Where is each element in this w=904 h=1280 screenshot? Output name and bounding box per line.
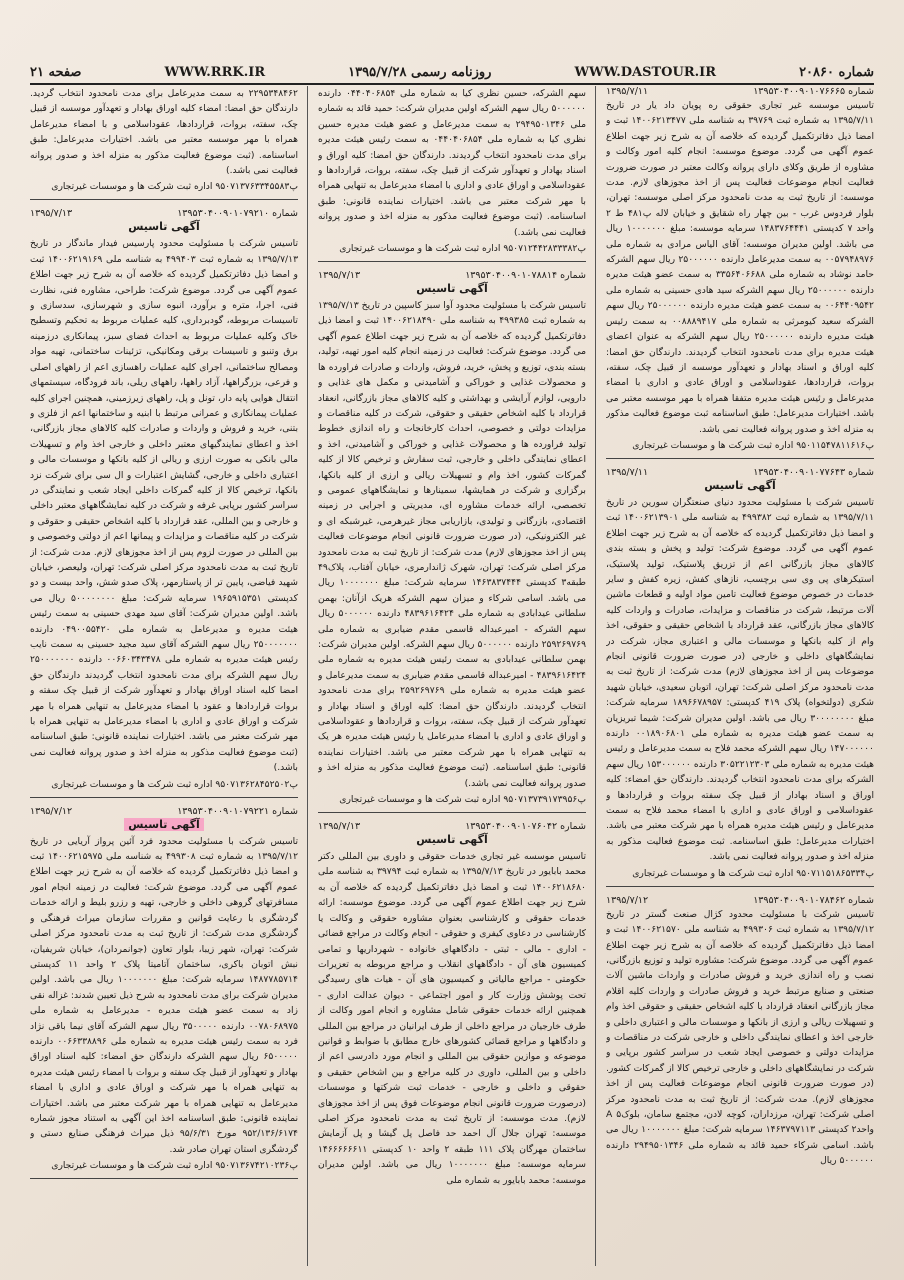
newspaper-title: روزنامه رسمی ۱۳۹۵/۷/۲۸: [348, 65, 492, 80]
notice-header: [606, 467, 874, 478]
notice-body: تاسیس شرکت با مسئولیت محدود فرد آئین پرواز آریایی در تاریخ ۱۳۹۵/۷/۱۲ به شماره ثبت ۴۹۹۳۰۸ به شناسه ملی ۱۴۰۰۶۲۱۵۹۷۵ ثبت و امضا ذیل دفاترتکمیل گردیده که خلاصه آن به شرح زیر جهت اطلاع عموم آگهی می گردد. موضوع شرکت: فعالیت در زمینه انجام امور مسافرتهای گروهی داخلی و خارجی، تهیه و رزرو بلیط و ارائه خدمات گردشگری با رعایت قوانین و مقررات سازمان میراث فرهنگی و گردشگری مدت شرکت: از تاریخ ثبت به مدت نامحدود مرکز اصلی شرکت: تهران، شهر زیبا، بلوار تعاون (جوانمردان)، خیابان شریفیان، نبش اتوبان باکری، ساختمان آتامیتا پلاک ۲ واحد ۱۱ کدپستی ۱۴۸۷۷۸۵۷۱۴ سرمایه شرکت: مبلغ ۱۰۰۰۰۰۰۰ ریال می باشد. اولین مدیران شرکت برای مدت نامحدود به شرح ذیل تعیین شدند: غزاله نقی زاد به سمت عضو هیئت مدیره - مدیرعامل به شماره ملی ۰۰۷۸۰۶۸۹۷۵ دارنده ۳۵۰۰۰۰۰ ریال سهم الشرکه آقای نیما باقی نژاد فرد به سمت رئیس هیئت مدیره به شماره ملی ۰۰۶۶۳۳۸۸۹۶ دارنده ۶۵۰۰۰۰۰ ریال سهم الشرکه دارندگان حق امضاء: کلیه اسناد اوراق بهادار و تعهدآور از قبیل چک سفته و بروات با امضاء رئیس هیئت مدیره به تنهایی همراه با مهر شرکت و اوراق عادی و اداری با امضاء مدیرعامل به تنهایی همراه با مهر شرکت معتبر می باشد. اختیارات نماینده قانونی: طبق اساسنامه اخذ این آگهی به استناد مجوز شماره ۹۵۲/۱۳۶/۶۱۷۴ مورخ ۹۵/۶/۳۱ ذیل میراث فرهنگی صنایع دستی و گردشگری استان تهران صادر شد.: [30, 835, 298, 1155]
notice-title: آگهی تاسیس: [416, 282, 488, 296]
notice-date: ۱۳۹۵/۷/۱۳: [318, 821, 361, 833]
notice-number: شماره ۱۳۹۵۳۰۴۰۰۹۰۱۰۷۹۲۲۱: [177, 805, 298, 817]
notice-header: [30, 208, 298, 219]
issue-number: شماره ۲۰۸۶۰: [799, 65, 874, 80]
notice: [30, 806, 298, 1180]
notice-number: شماره ۱۳۹۵۳۰۴۰۰۹۰۱۰۷۸۴۶۲: [753, 894, 874, 906]
notice-date: ۱۳۹۵/۷/۱۱: [606, 466, 649, 478]
notice-number: شماره ۱۳۹۵۳۰۴۰۰۹۰۱۰۷۸۸۱۴: [465, 270, 586, 282]
notice-body: تاسیس شرکت با مسئولیت محدود آوا سبز کاسپین در تاریخ ۱۳۹۵/۷/۱۳ به شماره ثبت ۴۹۹۳۸۵ به شناسه ملی ۱۴۰۰۶۲۱۸۴۹۰ ثبت و امضا ذیل دفاترتکمیل گردیده که خلاصه آن به شرح زیر جهت اطلاع عموم آگهی می گردد. موضوع شرکت: فعالیت در زمینه انجام کلیه امور تهیه، تولید، بسته بندی، توزیع و پخش، خرید، فروش، واردات و صادرات فراورده ها و محصولات غذایی و خوراکی و آشامیدنی و مکمل های غذایی و دارویی، لوازم آرایشی و بهداشتی و کلیه کالاهای مجاز بازرگانی، انعقاد قرارداد با کلیه اشخاص حقیقی و حقوقی، شرکت در کلیه مناقصات و مزایدات دولتی و خصوصی، احداث کارخانجات و راه اندازی خطوط تولید فراورده ها و محصولات غذایی و خوراکی و آشامیدنی، اخذ و اعطای نمایندگی داخلی و خارجی، ثبت سفارش و ترخیص کالا از کلیه گمرکات کشور، اخذ وام و تسهیلات ریالی و ارزی از کلیه بانکها، برگزاری و شرکت در همایشها، سمینارها و نمایشگاههای عمومی و تخصصی، ارائه خدمات مشاوره ای، مدیریتی و اجرایی در زمینه اقتصادی، بازرگانی و تولیدی، بازاریابی مجاز غیرهرمی، غیرشبکه ای و غیر الکترونیکی، (در صورت ضرورت قانونی انجام موضوعات فعالیت پس از اخذ مجوزهای لازم) مدت شرکت: از تاریخ ثبت به مدت نامحدود مرکز اصلی شرکت: تهران، شهرک ژاندارمری، خیابان آفتاب، پلاک۴۹ طبقه۳ کدپستی ۱۴۶۳۸۳۷۴۴۴ سرمایه شرکت: مبلغ ۱۰۰۰۰۰۰۰ ریال می باشد. اسامی شرکاء و میزان سهم الشرکه هریک ازآنان: بهمن سلطانی عیدابادی به شماره ملی ۴۸۳۹۶۱۶۴۲۴ دارنده ۵۰۰۰۰۰۰ ریال سهم الشرکه - امیرعبداله قاسمی مقدم ضیابری به شماره ملی ۲۵۹۲۶۹۷۶۹ دارنده ۵۰۰۰۰۰۰ ریال سهم الشرکه. اولین مدیران شرکت: بهمن سلطانی عیدابادی به سمت رئیس هیئت مدیره به شماره ملی ۴۸۳۹۶۱۶۴۲۴ - امیرعبداله قاسمی مقدم ضیابری به سمت مدیرعامل و عضو هیئت مدیره به شماره ملی ۲۵۹۲۶۹۷۶۹ برای مدت نامحدود انتخاب گردیدند. دارندگان حق امضا: کلیه اوراق و اسناد بهادار و تعهدآور شرکت از قبیل چک، سفته، بروات و قراردادها و عقوداسلامی و اوراق عادی و اداری با امضاء مدیرعامل یا رئیس هیئت مدیره هر یک به تنهایی همراه با مهر شرکت معتبر می باشد. اختیارات نماینده قانونی: طبق اساسنامه. (ثبت موضوع فعالیت مذکور به منزله اخذ و صدور پروانه فعالیت نمی باشد.): [318, 300, 586, 789]
notice-signature: پ۹۵۰۷۱۳۷۳۹۱۷۳۹۵۶ اداره ثبت شرکت ها و موسسات غیرتجاری: [318, 792, 586, 813]
notice-signature: پ۹۵۰۱۱۵۴۷۸۱۱۶۱۶ اداره ثبت شرکت ها و موسسات غیرتجاری: [606, 438, 874, 459]
column-divider: [595, 86, 596, 1266]
notice-header: [606, 895, 874, 906]
notice-header: [318, 821, 586, 832]
notice: [606, 467, 874, 887]
notice-date: ۱۳۹۵/۷/۱۲: [30, 805, 73, 817]
column-left: [30, 86, 298, 1266]
column-right: [606, 86, 874, 1266]
column-divider: [307, 86, 308, 1266]
notice-title: آگهی تاسیس: [416, 833, 488, 847]
highlighted-title-text: آگهی تاسیس: [124, 818, 204, 831]
notice-title-highlighted: [30, 818, 298, 831]
page-number: صفحه ۲۱: [30, 65, 82, 80]
notice-body: تاسیس موسسه غیر تجاری خدمات حقوقی و داوری بین المللی دکتر محمد بابایور در تاریخ ۱۳۹۵/۷/۱۳ به شماره ثبت ۳۹۷۹۴ به شناسه ملی ۱۴۰۰۶۲۱۸۶۸۰ ثبت و امضا ذیل دفاترتکمیل گردیده که خلاصه آن به شرح زیر جهت اطلاع عموم آگهی می گردد. موضوع موسسه: ارائه خدمات حقوقی و کارشناسی بعنوان مشاوره حقوقی و وکالت یا کارشناسی در دعاوی کیفری و حقوقی - انجام وکالت در مراجع قضائی - اداری - مالی - ثبتی - دادگاههای خانواده - شهرداریها و تمامی کمیسیون های آن - دادگاههای انقلاب و مراجع مربوطه به تعزیرات حکومتی - مراجع مالیاتی و کمیسیون های آن - هیات های رسیدگی تحت پوشش وزارت کار و امور اجتماعی - دیوان عدالت اداری - همچنین ارائه خدمات حقوقی شامل مشاوره و انجام امور وکالت از طرف خارجیان در مراجع داخلی از طرف ایرانیان در مراجع بین المللی و دادگاهها و مراجع قضائی کشورهای خارج مطابق با ضوابط و قوانین موضوعه و موازین حقوقی بین المللی و انجام مورد دادرسی اعم از داخلی و بین المللی، داوری در کلیه مراجع و بین اشخاص حقیقی و حقوقی و داخلی و خارجی - خدمات ثبت شرکتها و موسسات (درصورت ضرورت قانونی انجام موضوعات فوق پس از اخذ مجوزهای لازم). مدت موسسه: از تاریخ ثبت به مدت نامحدود مرکز اصلی موسسه: تهران جلال آل احمد حد فاصل پل گیشا و پل آزمایش ساختمان مهرگان پلاک ۱۱۱ طبقه ۲ واحد ۱۰ کدپستی ۱۴۶۶۶۶۶۶۱۱ سرمایه موسسه: مبلغ ۱۰۰۰۰۰۰۰ ریال می باشد. اولین مدیران موسسه: محمد بابایور به شماره ملی: [318, 851, 586, 1186]
notice-number: شماره ۱۳۹۵۳۰۴۰۰۹۰۱۰۷۹۲۱۰: [177, 208, 298, 220]
notice: [318, 86, 586, 262]
notice-body: تاسیس موسسه غیر تجاری حقوقی ره پویان داد یار در تاریخ ۱۳۹۵/۷/۱۱ به شماره ثبت ۳۹۷۶۹ به شناسه ملی ۱۴۰۰۶۲۱۳۴۷۷ ثبت و امضا ذیل دفاترتکمیل گردیده که خلاصه آن به شرح زیر جهت اطلاع عموم آگهی می گردد. موضوع موسسه: انجام کلیه امور وکالت و مشاوره از طریق وکلای دارای پروانه وکالت معتبر در صورت ضرورت فعالیت انجام موضوعات فعالیت پس از اخذ مجوزهای لازم. مدت موسسه: از تاریخ ثبت به مدت نامحدود مرکز اصلی موسسه: تهران، بلوار فردوس غرب - بین چهار راه شقایق و خیابان لاله پ۴۸۱ ط ۲ واحد ۷ کدپستی ۱۴۸۳۷۶۴۴۴۱ سرمایه موسسه: مبلغ ۱۰۰۰۰۰۰۰ ریال می باشد. اولین مدیران موسسه: آقای الیاس مرادی به شماره ملی ۰۰۵۷۹۴۸۹۷۶ به سمت مدیرعامل دارنده ۲۵۰۰۰۰۰۰ ریال سهم الشرکه حامد نوشاد به شماره ملی ۳۳۵۶۴۰۶۶۸۸ به سمت عضو هیئت مدیره دارنده ۲۵۰۰۰۰۰۰ ریال سهم الشرکه سید هادی حسینی به شماره ملی ۰۰۶۴۴۰۹۵۴۲ به سمت عضو هیئت مدیره دارنده ۲۵۰۰۰۰۰۰ ریال سهم الشرکه سعید کیومرثی به شماره ملی ۰۰۸۸۸۹۴۱۷ به سمت رئیس هیئت مدیره دارنده ۲۵۰۰۰۰۰۰ ریال سهم الشرکه به عنوان اعضای هیئت مدیره برای مدت نامحدود انتخاب گردیدند. دارندگان حق امضا: کلیه اوراق و اسناد بهادار و تعهدآور موسسه از قبیل چک، سفته، بروات، قراردادها، عقوداسلامی و اوراق عادی و اداری با امضاء مدیرعامل و رئیس هیئت مدیره متفقا همراه با مهر موسسه معتبر می باشد. اختیارات مدیرعامل: طبق اساسنامه ثبت موضوع فعالیت مذکور به منزله اخذ و صدور پروانه فعالیت نمی باشد.: [606, 100, 874, 435]
notice-header: [30, 806, 298, 817]
notice-date: ۱۳۹۵/۷/۱۳: [30, 208, 73, 220]
notice-body: سهم الشرکه، حسین نظری کیا به شماره ملی ۰۴۴۰۴۰۶۸۵۴ دارنده ۵۰۰۰۰۰۰ ریال سهم الشرکه اولین مدیران شرکت: حمید قائد به شماره ملی ۲۹۴۹۵۰۱۳۴۶ به سمت مدیرعامل و عضو هیئت مدیره حسین نظری کیا به شماره ملی ۰۴۴۰۴۰۶۸۵۴ به سمت رئیس هیئت مدیره برای مدت نامحدود انتخاب گردیدند. دارندگان حق امضا: کلیه اوراق و اسناد بهادار و تعهدآور شرکت از قبیل چک، سفته، بروات، قراردادها و عقوداسلامی و اوراق عادی و اداری با امضاء مدیرعامل به تنهایی همراه با مهر شرکت معتبر می باشد. اختیارات نماینده قانونی: طبق اساسنامه. (ثبت موضوع فعالیت مذکور به منزله اخذ و صدور پروانه فعالیت نمی باشد.): [318, 88, 586, 238]
notice: [30, 86, 298, 200]
notice-body: تاسیس شرکت با مسئولیت محدود دنیای صنعتگران سورین در تاریخ ۱۳۹۵/۷/۱۱ به شماره ثبت ۴۹۹۳۸۲ به شناسه ملی ۱۴۰۰۶۲۱۳۹۰۱ ثبت و امضا ذیل دفاترتکمیل گردیده که خلاصه آن به شرح زیر جهت اطلاع عموم آگهی می گردد. موضوع شرکت: تولید و پخش و بسته بندی کالاهای مجاز بازرگانی اعم از تزریق پلاستیک، تولید پلاستیک، استیکرهای پی وی سی برچسب، نازهای کفش، زیره کفش و سایر خدمات در خصوص موضوع فعالیت تامین مواد اولیه و قطعات ماشین آلات مرتبط، شرکت در مناقصات و مزایدات، صادرات و واردات کلیه کالاهای مجاز بازرگانی، عقد قرارداد با اشخاص حقیقی و حقوقی، اخذ وام از کلیه بانکها و موسسات مالی و اعتباری مجاز، شرکت در نمایشگاههای داخلی و خارجی (در صورت ضرورت قانونی انجام موضوعات پس از اخذ مجوزهای لازم) مدت شرکت: از تاریخ ثبت به مدت نامحدود مرکز اصلی شرکت: تهران، اتوبان سعیدی، خیابان شهید شکری (دولتخواه) پلاک ۴۱۹ کدپستی: ۱۸۹۶۶۷۸۹۵۷ سرمایه شرکت: مبلغ ۳۰۰۰۰۰۰۰۰ ریال می باشد. اولین مدیران شرکت: شیما تبریزیان به سمت عضو هیئت مدیره به شماره ملی ۰۰۱۸۹۰۶۸۰۱ دارنده ۱۴۷۰۰۰۰۰۰ ریال سهم الشرکه محمد فلاح به سمت مدیرعامل و رئیس هیئت مدیره به شماره ملی ۳۰۵۲۲۱۲۳۰۳ دارنده ۱۵۳۰۰۰۰۰۰ ریال سهم الشرکه برای مدت نامحدود انتخاب گردیدند. دارندگان حق امضاء: کلیه اوراق و اسناد بهادار از قبیل چک سفته بروات و قراردادها و عقوداسلامی و اوراق عادی و اداری با امضاء محمد فلاح به سمت مدیرعامل و رئیس هیئت مدیره همراه با مهر شرکت معتبر می باشد. اختیارات مدیرعامل: طبق اساسنامه. ثبت موضوع فعالیت مذکور به منزله اخذ و صدور پروانه فعالیت نمی باشد.: [606, 496, 874, 863]
notice-number: شماره ۱۳۹۵۳۰۴۰۰۹۰۱۰۷۷۶۴۳: [753, 466, 874, 478]
notice-signature: پ۹۵۰۷۱۳۶۲۸۴۵۲۵۰۲ اداره ثبت شرکت ها و موسسات غیرتجاری: [30, 777, 298, 798]
notice: [30, 208, 298, 797]
notice-date: ۱۳۹۵/۷/۱۲: [606, 894, 649, 906]
notice-date: ۱۳۹۵/۷/۱۳: [318, 270, 361, 282]
notice-header: [606, 86, 874, 97]
notice-date: ۱۳۹۵/۷/۱۱: [606, 86, 649, 97]
notice-signature: پ۹۵۰۷۱۲۴۴۲۸۳۳۳۸۲ اداره ثبت شرکت ها و موسسات غیرتجاری: [318, 241, 586, 262]
masthead: [30, 56, 874, 85]
notice: [318, 270, 586, 813]
notice-number: شماره ۱۳۹۵۳۰۴۰۰۹۰۱۰۷۶۰۴۲: [465, 821, 586, 833]
notice-title: آگهی تاسیس: [128, 220, 200, 234]
site-url-dastour[interactable]: WWW.DASTOUR.IR: [574, 65, 717, 80]
notice-title: آگهی تاسیس: [704, 478, 776, 492]
site-url-rrk[interactable]: WWW.RRK.IR: [164, 65, 266, 80]
notice-body: تاسیس شرکت با مسئولیت محدود پارسیس فیدار ماندگار در تاریخ ۱۳۹۵/۷/۱۳ به شماره ثبت ۴۹۹۴۰۳ به شناسه ملی ۱۴۰۰۶۲۱۹۱۶۹ ثبت و امضا ذیل دفاترتکمیل گردیده که خلاصه آن به شرح زیر جهت اطلاع عموم آگهی می گردد. موضوع شرکت: طراحی، مشاوره فنی، نظارت فنی، اجرا، متره و برآورد، انبوه سازی و شهرسازی، سدسازی و تاسیسات مربوطه، گودبرداری، کلیه عملیات مربوط به تحکیم وتسطیح خاک وکلیه عملیات مربوط به احداث فضای سبز، پیمانکاری درزمینه برق وتنبو و تاسیسات برقی ومکانیکی، تزئینات ساختمانی، تهیه مواد ومصالح ساختمانی، اجرای کلیه عملیات راهسازی اعم از راههای اصلی و فرعی، بزرگراهها، آزاد راهها، راههای ریلی، باند فرودگاه، سیستمهای انتقال هوایی پایه دار، تونل و پل، راههای زیرزمینی، همچنین اجرای کلیه عملیات پیمانکاری و عمرانی مرتبط با ابنیه و ساختمانها اعم از فلزی و بتنی، خرید و فروش و واردات و صادرات کلیه کالاهای مجاز بازرگانی، اخذ و اعطای نمایندگیهای معتبر داخلی و خارجی اخذ وام و تسهیلات مالی بانکی به صورت ارزی و ریالی از کلیه بانکها و موسسات مالی و اعتباری داخلی و خارجی، گشایش اعتبارات و ال سی برای شرکت نزد بانکها، ترخیص کالا از کلیه گمرکات داخلی ایجاد شعب و نمایندگی در سراسر کشور برپایی غرفه و شرکت در کلیه نمایشگاههای معتبر داخلی و خارجی و بین المللی، عقد قرارداد با کلیه اشخاص حقیقی و حقوقی و شرکت در کلیه مناقصات و مزایدات و پیمانها اعم از دولتی وخصوصی و بین المللی در صورت لزوم پس از اخذ مجوزهای لازم. مدت شرکت: از تاریخ ثبت به مدت نامحدود مرکز اصلی شرکت: تهران، ولیعصر، خیابان شهید فیاضی، پایین تر از پاستارمهر، پلاک صدو شش، واحد بیست و دو کدپستی ۱۹۶۵۹۱۵۳۵۱ سرمایه شرکت: مبلغ ۵۰۰۰۰۰۰۰۰ ریال می باشد. اولین مدیران شرکت: آقای سید مهدی حسینی به سمت رئیس هیئت مدیره و مدیرعامل به شماره ملی ۰۴۹۰۰۵۵۴۲۰ دارنده ۲۵۰۰۰۰۰۰۰ ریال سهم الشرکه آقای سید مجید حسینی به سمت نایب رئیس هیئت مدیره به شماره ملی ۰۰۶۶۰۳۴۳۴۷۸ دارنده ۲۵۰۰۰۰۰۰۰ ریال سهم الشرکه برای مدت نامحدود انتخاب گردیدند دارندگان حق امضا کلیه اسناد اوراق بهادار و تعهدآور شرکت از قبیل چک سفته و بروات قراردادها و عقود با امضاء مدیرعامل به تنهایی همراه با مهر شرکت و اوراق عادی و اداری با امضاء مدیرعامل به تنهایی همراه با مهر شرکت معتبر می باشد. اختیارات نماینده قانونی: طبق اساسنامه (ثبت موضوع فعالیت مذکور به منزله اخذ و صدور پروانه فعالیت نمی باشد.): [30, 238, 298, 774]
notice-number: شماره ۱۳۹۵۳۰۴۰۰۹۰۱۰۷۶۶۶۵: [753, 86, 874, 97]
notice-body: ۲۲۹۵۳۴۸۴۶۲ به سمت مدیرعامل برای مدت نامحدود انتخاب گردید. دارندگان حق امضا: امضاء کلیه اوراق بهادار و تعهدآور موسسه از قبیل چک، سفته، بروات، قراردادها، عقوداسلامی و با امضاء مدیرعامل همراه با مهر موسسه معتبر می باشد. اختیارات مدیرعامل: طبق اساسنامه. (ثبت موضوع فعالیت مذکور به منزله اخذ و صدور پروانه فعالیت نمی باشد.): [30, 88, 298, 177]
notice: [606, 86, 874, 459]
notice-body: تاسیس شرکت با مسئولیت محدود کژال صنعت گستر در تاریخ ۱۳۹۵/۷/۱۲ به شماره ثبت ۴۹۹۳۰۶ به شناسه ملی ۱۴۰۰۶۲۱۵۷۰ ثبت و امضا ذیل دفاترتکمیل گردیده که خلاصه آن به شرح زیر جهت اطلاع عموم آگهی می گردد. موضوع شرکت: مشاوره تولید و توزیع بازرگانی، نصب و راه اندازی خرید و فروش صادرات و واردات ماشین آلات صنعتی و صنایع مرتبط خرید و فروش صادرات و واردات کلیه اقلام مجاز بازرگانی انعقاد قرارداد با کلیه اشخاص حقیقی و حقوقی اخذ وام و تسهیلات ریالی و ارزی از بانکها و موسسات مالی و اعتباری داخلی و خارجی اخذ و اعطای نمایندگی داخلی و خارجی شرکت در مناقصات و مزایدات دولتی و خصوصی ایجاد شعب در سراسر کشور برپایی و شرکت در نمایشگاههای داخلی و خارجی ترخیص کالا از گمرکات کشور.(در صورت ضرورت قانونی انجام موضوعات فعالیت پس از اخذ مجوزهای لازم). مدت شرکت: از تاریخ ثبت به مدت نامحدود مرکز اصلی شرکت: تهران، مرزداران، کوچه لادن، مجتمع سامان، بلوک۵ A واحد۲ کدپستی ۱۴۶۳۷۹۷۱۱۳ سرمایه شرکت: مبلغ ۱۰۰۰۰۰۰۰ ریال می باشد. اسامی شرکاء حمید قائد به شماره ملی ۲۹۴۹۵۰۱۳۴۶ دارنده ۵۰۰۰۰۰۰ ریال: [606, 908, 874, 1167]
notice: [606, 895, 874, 1169]
notice-signature: پ۹۵۰۷۱۱۵۱۸۶۵۳۳۴ اداره ثبت شرکت ها و موسسات غیرتجاری: [606, 866, 874, 887]
notice-signature: پ۹۵۰۷۱۳۶۷۴۲۱۰۲۳۶ اداره ثبت شرکت ها و موسسات غیرتجاری: [30, 1158, 298, 1179]
notice: [318, 821, 586, 1188]
notice-header: [318, 270, 586, 281]
notice-signature: پ۹۵۰۷۱۳۷۶۳۳۴۵۵۸۳ اداره ثبت شرکت ها و موسسات غیرتجاری: [30, 179, 298, 200]
column-middle: [318, 86, 586, 1266]
